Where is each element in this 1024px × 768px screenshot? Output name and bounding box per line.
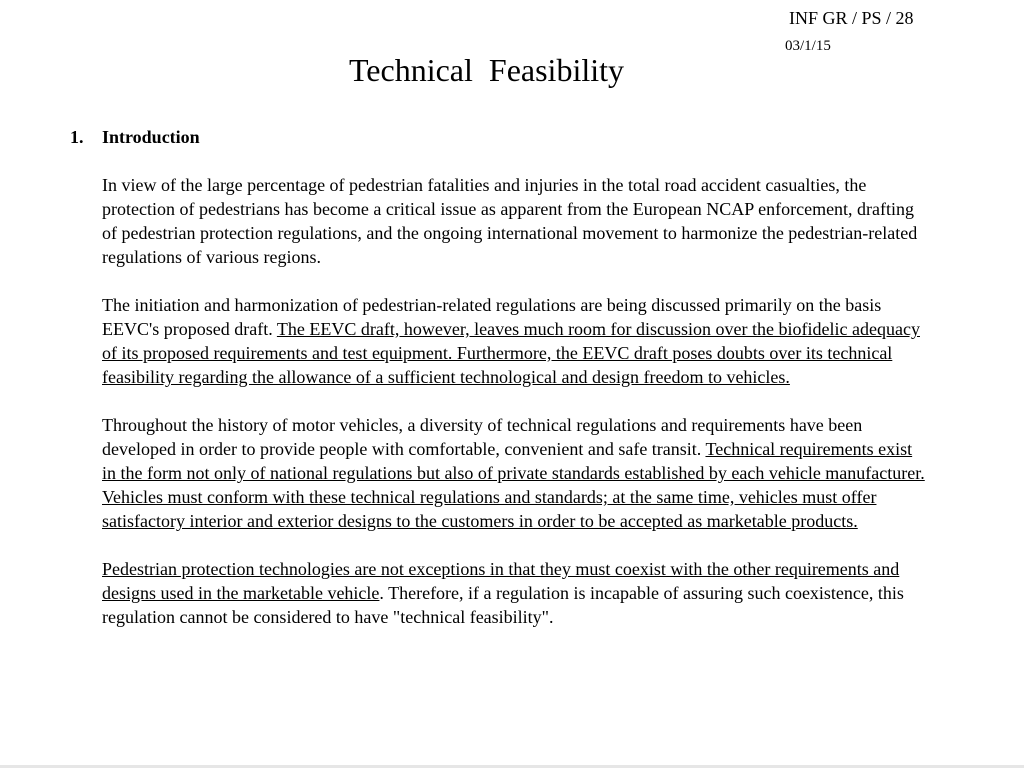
- paragraph-1: [102, 173, 930, 269]
- section-heading: [70, 126, 200, 148]
- section-number: 1.: [70, 127, 84, 147]
- paragraph-3: [102, 413, 930, 533]
- paragraph-3-underlined: Technical requirements exist in the form not only of national regulations but also of private standards established by each vehicle manufacturer. Vehicles must conform with these technical regulations and standards; at the same time, vehicles must offer satisfactory interior and exterior designs to the customers in order to be accepted as marketable products.: [102, 439, 925, 531]
- section-title: Introduction: [102, 127, 200, 147]
- paragraph-2-underlined: The EEVC draft, however, leaves much room for discussion over the biofidelic adequacy of its proposed requirements and test equipment. Furthermore, the EEVC draft poses doubts over its technical feasibility regarding the allowance of a sufficient technological and design freedom to vehicles.: [102, 319, 920, 387]
- paragraph-2-plain: The initiation and harmonization of pedestrian-related regulations are being discussed primarily on the basis EEVC's proposed draft.: [102, 295, 882, 339]
- paragraph-2: [102, 293, 930, 389]
- page-title: Technical Feasibility: [348, 52, 624, 88]
- document-date: 03/1/15: [785, 38, 831, 54]
- paragraph-4-plain: . Therefore, if a regulation is incapable of assuring such coexistence, this regulation cannot be considered to have "technical feasibility".: [102, 583, 904, 627]
- paragraph-4-underlined: Pedestrian protection technologies are not exceptions in that they must coexist with the other requirements and designs used in the marketable vehicle: [102, 559, 900, 603]
- document-reference: INF GR / PS / 28: [789, 8, 914, 28]
- paragraph-3-plain: Throughout the history of motor vehicles, a diversity of technical regulations and requirements have been developed in order to provide people with comfortable, convenient and safe transit.: [102, 415, 863, 459]
- paragraph-1-text: In view of the large percentage of pedestrian fatalities and injuries in the total road accident casualties, the protection of pedestrians has become a critical issue as apparent from the European NCAP enforcement, drafting of pedestrian protection regulations, and the ongoing international movement to harmonize the pedestrian-related regulations of various regions.: [102, 175, 918, 267]
- document-body: [102, 173, 930, 653]
- paragraph-4: [102, 557, 930, 629]
